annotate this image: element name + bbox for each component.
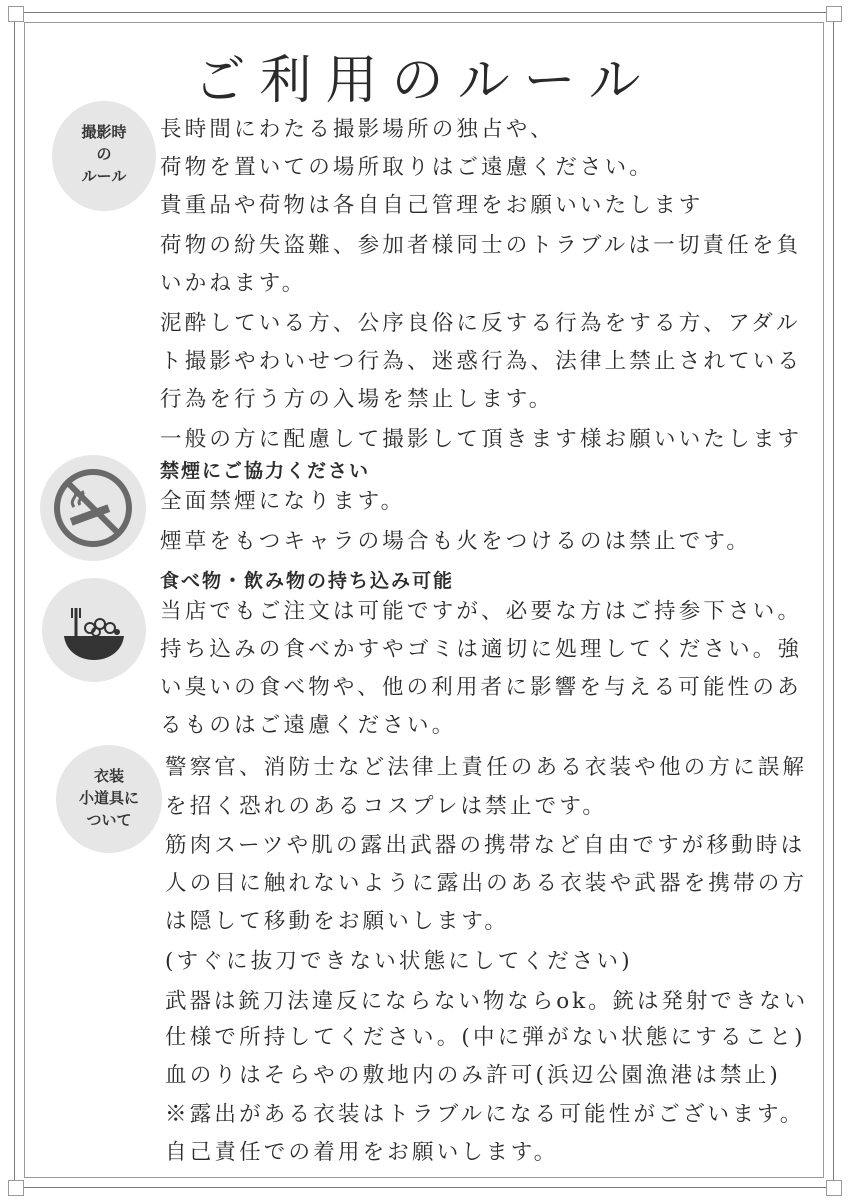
food-line: るものはご遠慮ください。 [160, 713, 457, 738]
smoking-line: 煙草をもつキャラの場合も火をつけるのは禁止です。 [160, 529, 752, 554]
frame-corner-br [826, 1180, 842, 1196]
costume-line: ※露出がある衣装はトラブルになる可能性がございます。 [165, 1102, 805, 1127]
photo-rule-line: 一般の方に配慮して撮影して頂きます様お願いいたします [160, 427, 803, 452]
photo-rule-line: 荷物を置いての場所取りはご遠慮ください。 [160, 155, 655, 180]
photo-rule-line: 荷物の紛失盗難、参加者様同士のトラブルは一切責任を負 [160, 233, 802, 258]
food-line: 当店でもご注文は可能ですが、必要な方はご持参下さい。 [160, 599, 803, 624]
food-line: 持ち込みの食べかすやゴミは適切に処理してください。強 [160, 637, 803, 662]
photo-rule-line: いかねます。 [160, 271, 307, 296]
costume-line: を招く恐れのあるコスプレは禁止です。 [165, 794, 608, 819]
badge-line: の [96, 145, 112, 163]
page-title: ご利用のルール [193, 51, 655, 111]
frame-corner-tl [8, 6, 24, 22]
food-bowl-icon [42, 578, 146, 682]
food-line: い臭いの食べ物や、他の利用者に影響を与える可能性のあ [160, 675, 802, 700]
badge-line: ついて [86, 811, 132, 829]
photo-rule-line: 長時間にわたる撮影場所の独占や、 [160, 117, 555, 142]
badge-line: 小道具に [78, 789, 139, 807]
badge-line: 衣装 [93, 767, 124, 785]
photo-rule-line: 貴重品や荷物は各自自己管理をお願いいたします [160, 193, 704, 218]
smoking-line: 全面禁煙になります。 [160, 489, 406, 514]
photo-rules-badge-text [52, 121, 156, 187]
costume-line: 筋肉スーツや肌の露出武器の携帯など自由ですが移動時は [165, 833, 806, 858]
costume-line: 武器は銃刀法違反にならない物ならok。銃は発射できない [165, 989, 809, 1014]
costume-line: (すぐに抜刀できない状態にしてください) [165, 949, 633, 974]
badge-line: 撮影時 [81, 123, 127, 141]
no-smoking-icon [40, 455, 146, 561]
food-badge [42, 578, 146, 682]
photo-rule-line: ト撮影やわいせつ行為、迷惑行為、法律上禁止されている [160, 349, 803, 374]
costume-line: は隠して移動をお願いします。 [165, 909, 510, 934]
photo-rules-badge [52, 101, 156, 211]
costume-line: 仕様で所持してください。(中に弾がない状態にすること) [165, 1025, 806, 1050]
costume-line: 警察官、消防士など法律上責任のある衣装や他の方に誤解 [165, 755, 808, 780]
costume-line: 人の目に触れないように露出のある衣装や武器を携帯の方 [165, 871, 808, 896]
smoking-heading: 禁煙にご協力ください [160, 460, 371, 482]
badge-line: ルール [81, 167, 127, 185]
food-heading: 食べ物・飲み物の持ち込み可能 [160, 570, 455, 592]
photo-rule-line: 行為を行う方の入場を禁止します。 [160, 387, 554, 412]
costume-badge-text [56, 765, 162, 831]
frame-corner-bl [8, 1180, 24, 1196]
costume-badge [56, 745, 162, 853]
costume-line: 自己責任での着用をお願いします。 [165, 1140, 559, 1165]
no-smoking-badge [40, 455, 146, 561]
frame-corner-tr [826, 6, 842, 22]
photo-rule-line: 泥酔している方、公序良俗に反する行為をする方、アダル [160, 311, 801, 336]
costume-line: 血のりはそらやの敷地内のみ許可(浜辺公園漁港は禁止) [165, 1063, 781, 1088]
